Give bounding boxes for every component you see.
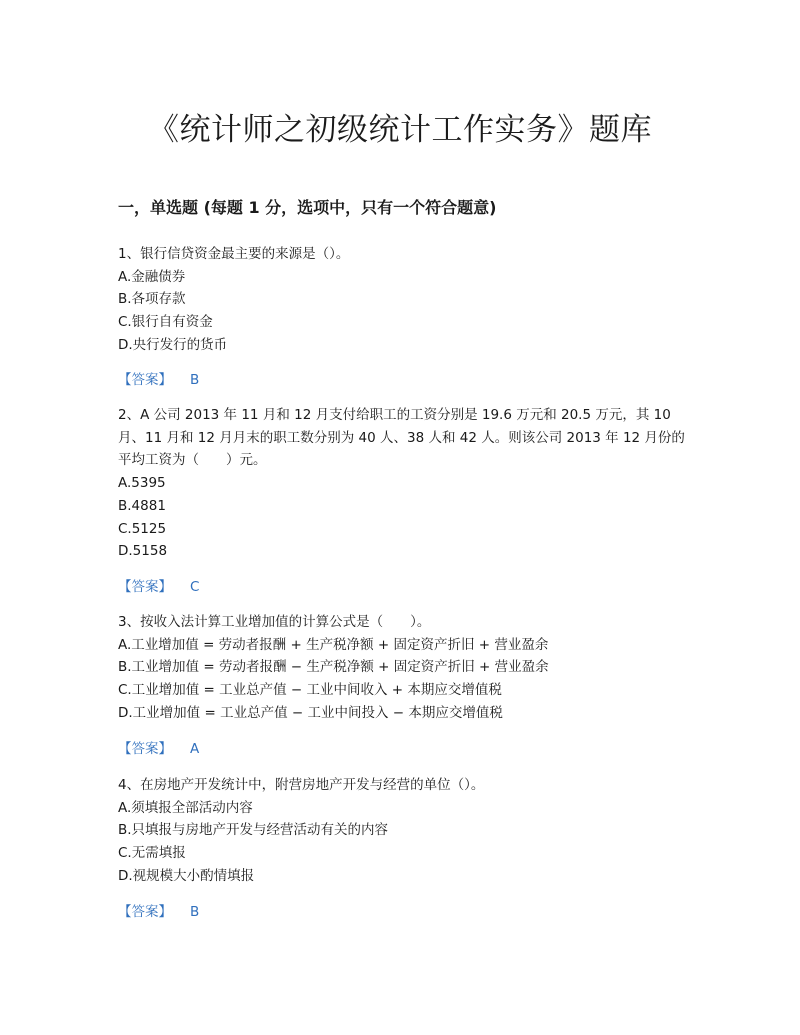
question-2 (118, 404, 690, 563)
option-d: D.央行发行的货币 (118, 336, 228, 353)
option-d: D.视规模大小酌情填报 (118, 867, 255, 884)
answer-label: 【答案】 (118, 741, 172, 757)
question-stem: 1、银行信贷资金最主要的来源是（）。 (118, 246, 350, 262)
question-4 (118, 774, 690, 888)
answer-value: A (190, 741, 200, 757)
option-b: B.4881 (118, 497, 166, 514)
answer-3 (118, 738, 199, 760)
option-b: B.各项存款 (118, 291, 186, 308)
question-3 (118, 611, 690, 725)
answer-label: 【答案】 (118, 904, 172, 920)
question-stem: 4、在房地产开发统计中，附营房地产开发与经营的单位（）。 (118, 777, 485, 793)
question-1 (118, 243, 690, 357)
answer-value: B (190, 904, 200, 920)
page-title: 《统计师之初级统计工作实务》题库 (148, 112, 652, 148)
option-c: C.5125 (118, 520, 167, 537)
question-stem: 3、按收入法计算工业增加值的计算公式是（ ）。 (118, 614, 431, 630)
option-a: A.须填报全部活动内容 (118, 799, 253, 816)
option-c: C.无需填报 (118, 845, 186, 862)
option-d: D.工业增加值 = 工业总产值 − 工业中间投入 − 本期应交增值税 (118, 704, 503, 721)
option-a: A.金融债券 (118, 268, 186, 285)
answer-label: 【答案】 (118, 372, 172, 388)
question-stem: 2、A 公司 2013 年 11 月和 12 月支付给职工的工资分别是 19.6 万元和 20.5 万元，其 10 月、11 月和 12 月月末的职工数分别为 40 人、38 人和 42 人。则该公司 2013 年 12 月份的平均工资为（ ）元。 (118, 407, 685, 469)
option-b: B.工业增加值 = 劳动者报酬 − 生产税净额 + 固定资产折旧 + 营业盈余 (118, 659, 549, 676)
answer-1 (118, 369, 199, 391)
answer-label: 【答案】 (118, 579, 172, 595)
answer-value: B (190, 372, 200, 388)
option-c: C.工业增加值 = 工业总产值 − 工业中间收入 + 本期应交增值税 (118, 682, 502, 699)
option-c: C.银行自有资金 (118, 314, 213, 331)
option-a: A.5395 (118, 475, 166, 492)
option-d: D.5158 (118, 543, 168, 560)
answer-4 (118, 901, 199, 923)
option-b: B.只填报与房地产开发与经营活动有关的内容 (118, 822, 389, 839)
answer-value: C (190, 579, 200, 595)
option-a: A.工业增加值 = 劳动者报酬 + 生产税净额 + 固定资产折旧 + 营业盈余 (118, 636, 549, 653)
answer-2 (118, 576, 199, 598)
section-heading: 一，单选题 (每题 1 分，选项中，只有一个符合题意) (118, 198, 497, 217)
